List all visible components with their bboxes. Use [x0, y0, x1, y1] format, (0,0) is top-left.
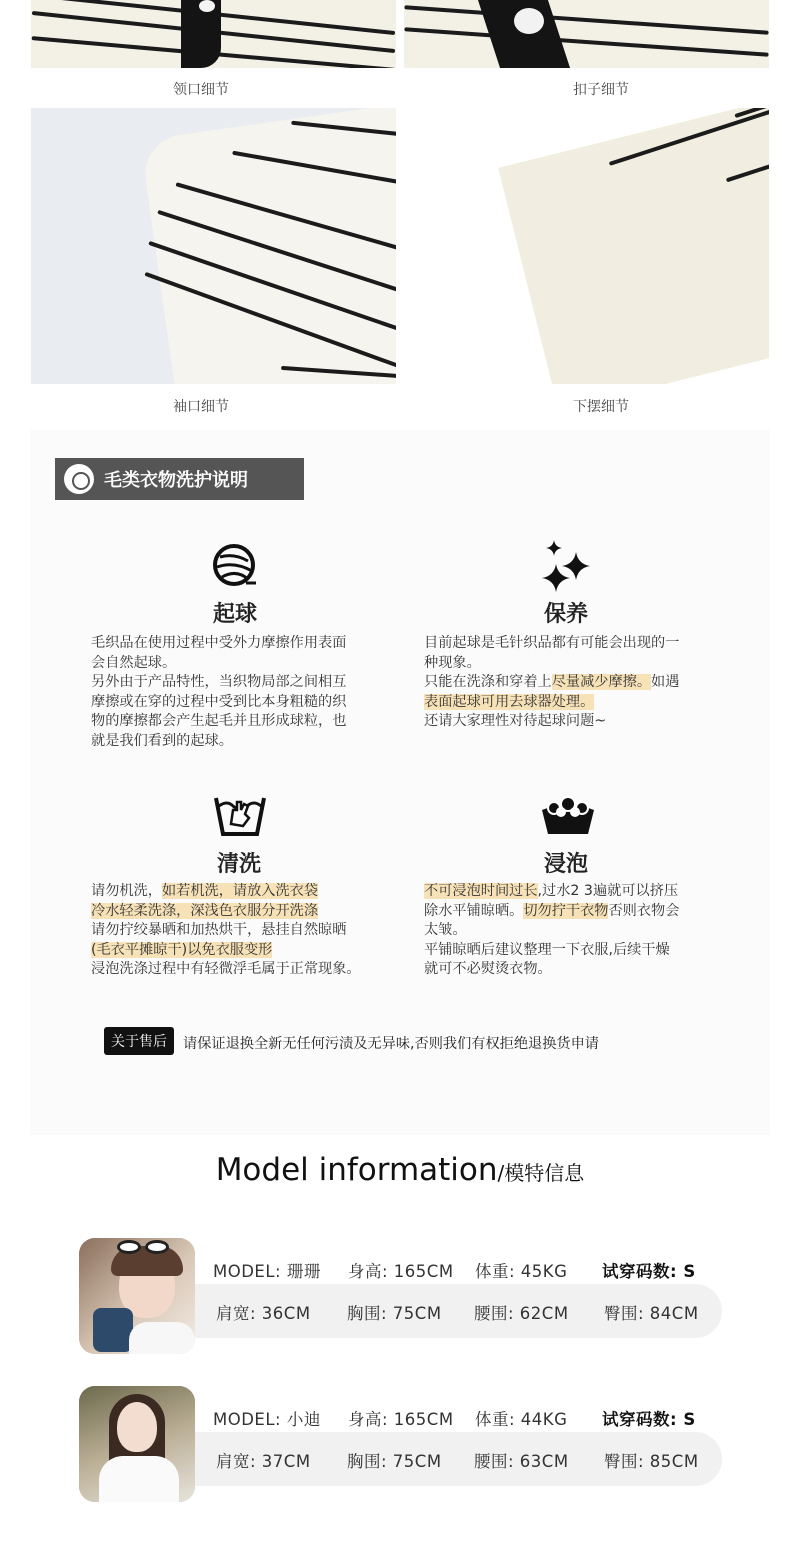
model-weight-1: 体重: 45KG — [475, 1262, 568, 1281]
model-waist-1: 腰围: 62CM — [474, 1304, 569, 1323]
cuff-photo — [31, 108, 396, 384]
model-waist-2: 腰围: 63CM — [474, 1452, 569, 1471]
maintenance-text: 目前起球是毛针织品都有可能会出现的一 种现象。 只能在洗涤和穿着上尽量减少摩擦。如遇 表面起球可用去球器处理。 还请大家理性对待起球问题~ — [424, 635, 680, 730]
model-info-title-cn: /模特信息 — [497, 1161, 585, 1185]
model-size-2: 试穿码数: S — [602, 1410, 696, 1429]
caption-cuff: 袖口细节 — [173, 399, 229, 415]
hand-wash-icon — [213, 792, 267, 838]
model-height-2: 身高: 165CM — [348, 1410, 454, 1429]
wool-badge-icon — [64, 464, 94, 494]
after-sales-badge: 关于售后 — [104, 1027, 174, 1055]
model-shoulder-1: 肩宽: 36CM — [216, 1304, 311, 1323]
caption-button: 扣子细节 — [573, 82, 629, 98]
model-row-2b — [216, 1448, 699, 1472]
model-row-1a — [213, 1258, 696, 1282]
pilling-text: 毛织品在使用过程中受外力摩擦作用表面 会自然起球。 另外由于产品特性，当织物局部之间相互 摩擦或在穿的过程中受到比本身粗糙的织 物的摩擦都会产生起毛并且形成球粒，也 就是我们看到的起球。 — [91, 635, 347, 749]
model-chest-2: 胸围: 75CM — [347, 1452, 442, 1471]
button-photo — [404, 0, 769, 68]
pilling-title: 起球 — [212, 602, 257, 627]
model-name-1: MODEL: 珊珊 — [213, 1262, 321, 1281]
neckline-photo — [31, 0, 396, 68]
model-info-title-en: Model information — [215, 1152, 498, 1188]
model-hip-2: 臀围: 85CM — [604, 1452, 699, 1471]
model-chest-1: 胸围: 75CM — [347, 1304, 442, 1323]
caption-neckline: 领口细节 — [173, 82, 229, 98]
after-sales-text: 请保证退换全新无任何污渍及无异味,否则我们有权拒绝退换货申请 — [183, 1036, 599, 1052]
model-avatar-1 — [79, 1238, 195, 1354]
maintenance-title: 保养 — [543, 602, 588, 627]
sparkle-icon — [540, 538, 594, 592]
care-heading: 毛类衣物洗护说明 — [104, 470, 248, 491]
model-row-1b — [216, 1300, 699, 1324]
soak-icon — [540, 796, 596, 836]
model-shoulder-2: 肩宽: 37CM — [216, 1452, 311, 1471]
yarn-ball-icon — [212, 543, 258, 589]
model-height-1: 身高: 165CM — [348, 1262, 454, 1281]
washing-text: 请勿机洗，如若机洗，请放入洗衣袋 冷水轻柔洗涤，深浅色衣服分开洗涤 请勿拧绞暴晒和加热烘干，悬挂自然晾晒 (毛衣平摊晾干)以免衣服变形 浸泡洗涤过程中有轻微浮毛属于正常现象。 — [91, 883, 361, 978]
hem-photo — [404, 108, 769, 384]
model-size-1: 试穿码数: S — [602, 1262, 696, 1281]
care-heading-bar — [55, 458, 304, 500]
soaking-title: 浸泡 — [543, 852, 588, 877]
model-info-title — [0, 1152, 800, 1188]
model-name-2: MODEL: 小迪 — [213, 1410, 321, 1429]
soaking-text: 不可浸泡时间过长,过水2 3遍就可以挤压 除水平铺晾晒。切勿拧干衣物否则衣物会 太皱。 平铺晾晒后建议整理一下衣服,后续干燥 就可不必熨烫衣物。 — [424, 883, 680, 978]
model-weight-2: 体重: 44KG — [475, 1410, 568, 1429]
model-hip-1: 臀围: 84CM — [604, 1304, 699, 1323]
caption-hem: 下摆细节 — [573, 399, 629, 415]
washing-title: 清洗 — [216, 852, 261, 877]
model-avatar-2 — [79, 1386, 195, 1502]
model-row-2a — [213, 1406, 696, 1430]
